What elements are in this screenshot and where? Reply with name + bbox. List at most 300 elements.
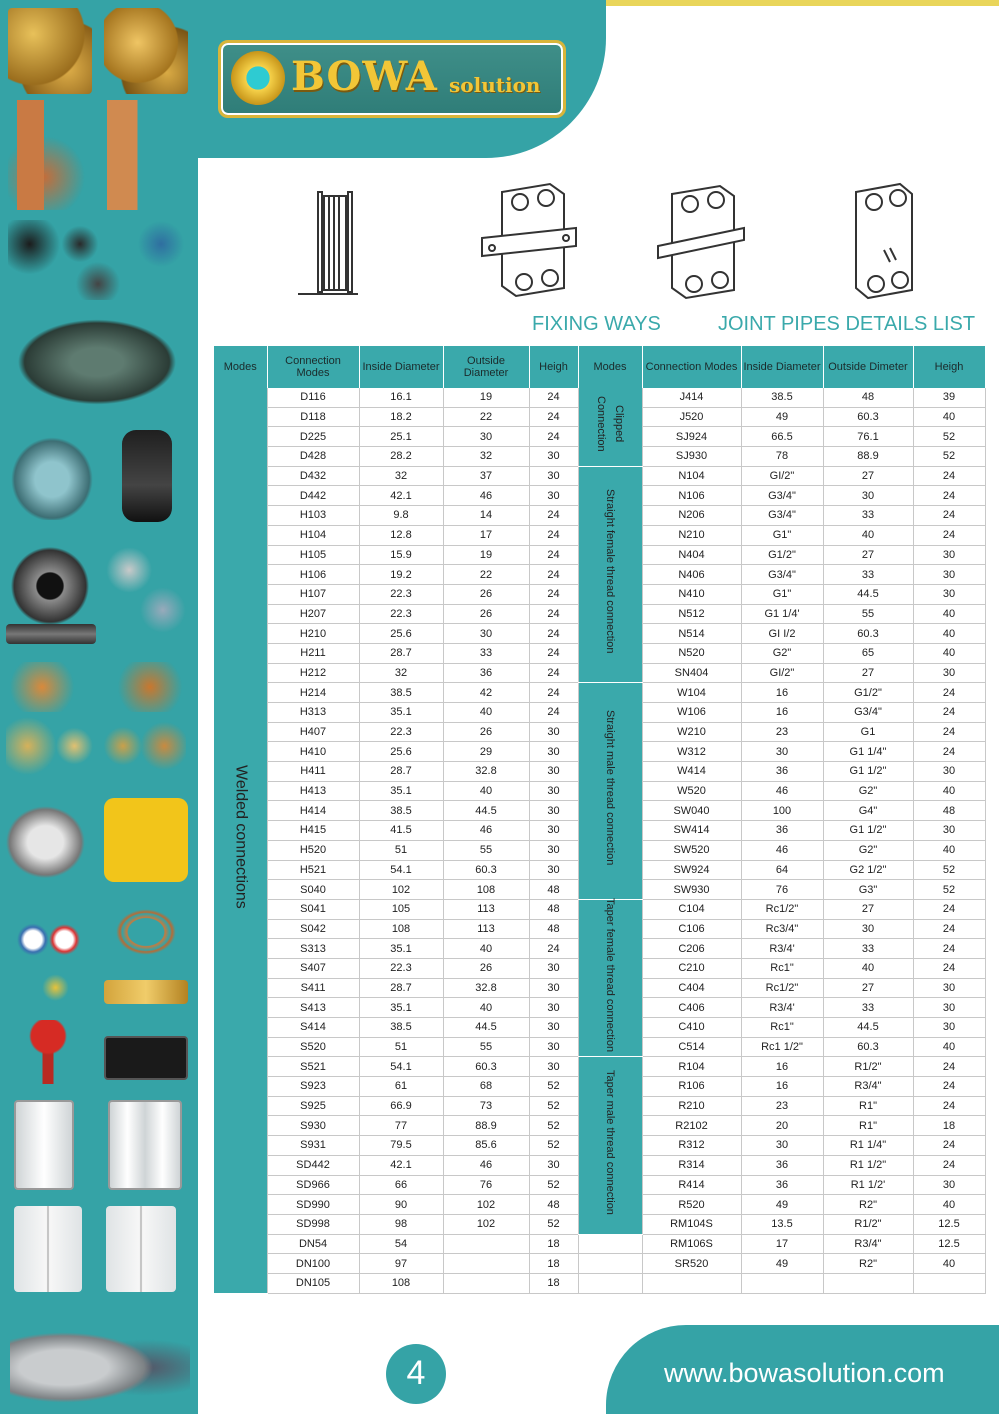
left-cell: D116 (267, 388, 359, 407)
left-cell: 52 (529, 1175, 578, 1195)
left-cell: 24 (529, 525, 578, 545)
right-cell: 40 (913, 407, 985, 427)
right-cell: G3/4" (741, 506, 823, 526)
left-cell (443, 1273, 529, 1293)
left-cell: 52 (529, 1096, 578, 1116)
right-cell: 16 (741, 1077, 823, 1097)
right-cell: 46 (741, 781, 823, 801)
right-cell: 30 (913, 998, 985, 1018)
left-cell: 108 (359, 919, 443, 939)
right-cell: 33 (823, 998, 913, 1018)
right-cell: R1 1/2' (823, 1175, 913, 1195)
left-cell: 25.6 (359, 742, 443, 762)
left-cell: SD990 (267, 1195, 359, 1215)
left-cell: 24 (529, 663, 578, 683)
left-cell: 32.8 (443, 978, 529, 998)
left-cell: 90 (359, 1195, 443, 1215)
right-cell: 27 (823, 545, 913, 565)
right-cell: SR520 (642, 1254, 741, 1274)
left-cell: 33 (443, 643, 529, 663)
right-cell: 78 (741, 447, 823, 467)
compressor-image (4, 430, 100, 520)
left-cell: 19 (443, 388, 529, 407)
left-cell: 32 (359, 663, 443, 683)
left-cell: 97 (359, 1254, 443, 1274)
right-cell: 30 (913, 584, 985, 604)
left-cell: 38.5 (359, 801, 443, 821)
right-cell: GI I/2 (741, 624, 823, 644)
motor-stator-image (4, 540, 96, 632)
table-row (214, 466, 985, 486)
right-cell: Rc1/2" (741, 899, 823, 919)
left-cell: 73 (443, 1096, 529, 1116)
right-cell: 100 (741, 801, 823, 821)
right-cell: G3/4" (741, 565, 823, 585)
left-cell: 30 (529, 801, 578, 821)
left-cell: 30 (529, 1018, 578, 1038)
table-row (214, 1254, 985, 1274)
left-cell: 30 (529, 1155, 578, 1175)
left-cell: H407 (267, 722, 359, 742)
left-cell: 24 (529, 643, 578, 663)
left-cell: 30 (443, 427, 529, 447)
right-cell: 27 (823, 899, 913, 919)
right-cell: G2" (823, 781, 913, 801)
right-cell: SW930 (642, 880, 741, 900)
right-cell: 66.5 (741, 427, 823, 447)
right-cell: 24 (913, 742, 985, 762)
right-cell: 13.5 (741, 1214, 823, 1234)
left-cell: 24 (529, 624, 578, 644)
left-cell: 24 (529, 604, 578, 624)
table-body (214, 388, 985, 1293)
left-cell: S413 (267, 998, 359, 1018)
left-cell: H521 (267, 860, 359, 880)
right-cell: R1 1/2" (823, 1155, 913, 1175)
right-cell: RM104S (642, 1214, 741, 1234)
right-cell: G4" (823, 801, 913, 821)
right-cell: R3/4" (823, 1077, 913, 1097)
left-cell: H106 (267, 565, 359, 585)
left-cell: S521 (267, 1057, 359, 1077)
right-cell: 16 (741, 1057, 823, 1077)
left-cell: 28.7 (359, 643, 443, 663)
left-cell: 79.5 (359, 1136, 443, 1156)
left-cell: 17 (443, 525, 529, 545)
display-fridge-image (14, 1100, 74, 1190)
left-cell: 35.1 (359, 998, 443, 1018)
empty-cell (578, 1234, 642, 1254)
left-cell: 105 (359, 899, 443, 919)
right-cell: 30 (913, 663, 985, 683)
left-cell: 98 (359, 1214, 443, 1234)
left-cell: H410 (267, 742, 359, 762)
right-cell: C406 (642, 998, 741, 1018)
left-cell: SD442 (267, 1155, 359, 1175)
left-cell: 113 (443, 919, 529, 939)
right-cell: 24 (913, 466, 985, 486)
left-cell: 60.3 (443, 1057, 529, 1077)
right-cell: C514 (642, 1037, 741, 1057)
right-cell (913, 1273, 985, 1293)
ice-machine-image (10, 1318, 190, 1408)
right-cell: C404 (642, 978, 741, 998)
right-cell: 30 (823, 919, 913, 939)
left-cell: S411 (267, 978, 359, 998)
left-cell: 66.9 (359, 1096, 443, 1116)
right-cell: G2 1/2" (823, 860, 913, 880)
left-cell: H313 (267, 703, 359, 723)
right-cell: 76 (741, 880, 823, 900)
right-cell: G1 1/2" (823, 821, 913, 841)
right-cell: C104 (642, 899, 741, 919)
right-cell: N104 (642, 466, 741, 486)
left-cell: 28.2 (359, 447, 443, 467)
right-mode-label: Taper female thread connection (604, 898, 616, 1053)
right-cell: R3/4' (741, 939, 823, 959)
right-cell: 17 (741, 1234, 823, 1254)
right-cell: 12.5 (913, 1234, 985, 1254)
left-cell: 30 (529, 821, 578, 841)
right-cell: 24 (913, 683, 985, 703)
left-cell: D442 (267, 486, 359, 506)
right-cell: 55 (823, 604, 913, 624)
left-cell: 102 (359, 880, 443, 900)
left-cell: 32.8 (443, 762, 529, 782)
right-cell: 65 (823, 643, 913, 663)
left-cell: 52 (529, 1077, 578, 1097)
left-cell: 12.8 (359, 525, 443, 545)
left-cell: 14 (443, 506, 529, 526)
right-cell: W104 (642, 683, 741, 703)
welded-connections-label: Welded connections (232, 765, 250, 910)
right-cell: SN404 (642, 663, 741, 683)
right-cell: 49 (741, 1254, 823, 1274)
left-cell: S042 (267, 919, 359, 939)
right-cell: SW414 (642, 821, 741, 841)
right-cell: 39 (913, 388, 985, 407)
right-mode-cell (578, 388, 642, 466)
left-cell: 54.1 (359, 860, 443, 880)
right-cell: 24 (913, 958, 985, 978)
right-cell: 30 (913, 821, 985, 841)
right-cell: SW924 (642, 860, 741, 880)
left-cell: 30 (529, 447, 578, 467)
right-cell: 24 (913, 525, 985, 545)
right-cell: N512 (642, 604, 741, 624)
right-mode-cell (578, 1057, 642, 1234)
left-cell: 30 (529, 742, 578, 762)
left-cell: 46 (443, 1155, 529, 1175)
left-cell: 66 (359, 1175, 443, 1195)
right-cell: 30 (913, 1175, 985, 1195)
right-cell: 30 (913, 1018, 985, 1038)
left-cell: 68 (443, 1077, 529, 1097)
right-cell: W414 (642, 762, 741, 782)
sensors-cables-image (8, 220, 188, 300)
left-cell: 37 (443, 466, 529, 486)
left-cell: 22.3 (359, 604, 443, 624)
left-cell: S407 (267, 958, 359, 978)
logo-emblem-icon (231, 51, 285, 105)
left-cell: 44.5 (443, 1018, 529, 1038)
plate-exchanger-side-drawing (296, 186, 360, 298)
left-cell: H210 (267, 624, 359, 644)
right-cell: G2" (741, 643, 823, 663)
right-cell: R312 (642, 1136, 741, 1156)
left-cell: 22 (443, 565, 529, 585)
right-cell: N514 (642, 624, 741, 644)
right-cell: 27 (823, 466, 913, 486)
right-cell: 27 (823, 978, 913, 998)
right-cell: G1" (741, 584, 823, 604)
right-cell: 38.5 (741, 388, 823, 407)
left-cell: H414 (267, 801, 359, 821)
left-cell: 19.2 (359, 565, 443, 585)
left-cell: 54.1 (359, 1057, 443, 1077)
left-cell: 40 (443, 939, 529, 959)
right-cell: W106 (642, 703, 741, 723)
table-row (214, 683, 985, 703)
right-cell: 23 (741, 1096, 823, 1116)
right-cell: 30 (913, 565, 985, 585)
left-cell: SD998 (267, 1214, 359, 1234)
left-cell: 48 (529, 1195, 578, 1215)
left-cell: 15.9 (359, 545, 443, 565)
left-cell: 113 (443, 899, 529, 919)
left-cell: 60.3 (443, 860, 529, 880)
right-cell: 24 (913, 486, 985, 506)
left-cell: 30 (529, 840, 578, 860)
right-mode-cell (578, 466, 642, 683)
left-cell: H411 (267, 762, 359, 782)
right-cell: 49 (741, 1195, 823, 1215)
right-cell: SW520 (642, 840, 741, 860)
left-cell: 18 (529, 1234, 578, 1254)
right-cell: 24 (913, 1057, 985, 1077)
left-cell: 46 (443, 486, 529, 506)
right-cell: R3/4" (823, 1234, 913, 1254)
clamp-bracket-drawing (480, 180, 580, 300)
right-cell: 24 (913, 919, 985, 939)
right-cell: 52 (913, 880, 985, 900)
table-row (214, 1273, 985, 1293)
col-header-connection-modes: Connection Modes (267, 346, 359, 388)
right-cell: G1 1/4' (741, 604, 823, 624)
left-cell: H212 (267, 663, 359, 683)
right-cell: 40 (913, 781, 985, 801)
right-cell: 30 (823, 486, 913, 506)
left-cell: 26 (443, 604, 529, 624)
left-cell: 108 (359, 1273, 443, 1293)
left-cell: H211 (267, 643, 359, 663)
right-cell: C210 (642, 958, 741, 978)
right-cell: W520 (642, 781, 741, 801)
right-cell: 52 (913, 860, 985, 880)
left-cell: H104 (267, 525, 359, 545)
left-cell: 38.5 (359, 683, 443, 703)
left-cell: D225 (267, 427, 359, 447)
left-cell: 38.5 (359, 1018, 443, 1038)
right-cell: R104 (642, 1057, 741, 1077)
right-cell: C206 (642, 939, 741, 959)
right-cell: G3" (823, 880, 913, 900)
right-cell: G1/2" (823, 683, 913, 703)
right-cell: 33 (823, 565, 913, 585)
left-cell: 26 (443, 722, 529, 742)
col-header-inside-diameter-right: Inside Diameter (741, 346, 823, 388)
left-cell: 77 (359, 1116, 443, 1136)
right-cell: 40 (913, 1195, 985, 1215)
right-cell: N406 (642, 565, 741, 585)
right-cell: J414 (642, 388, 741, 407)
left-cell: 25.6 (359, 624, 443, 644)
right-cell (823, 1273, 913, 1293)
right-cell: R210 (642, 1096, 741, 1116)
right-cell: 24 (913, 1077, 985, 1097)
recovery-unit-image (104, 798, 188, 882)
left-cell: 24 (529, 407, 578, 427)
brass-connectors-image (104, 980, 188, 1004)
right-cell: C106 (642, 919, 741, 939)
left-cell: 26 (443, 584, 529, 604)
col-header-heigh-right: Heigh (913, 346, 985, 388)
left-cell: H107 (267, 584, 359, 604)
right-mode-cell (578, 683, 642, 900)
right-mode-label: Taper male thread connection (604, 1070, 616, 1215)
col-header-modes: Modes (214, 346, 267, 388)
right-cell: 44.5 (823, 1018, 913, 1038)
copper-fittings-image (8, 100, 188, 210)
right-cell: 60.3 (823, 407, 913, 427)
right-cell: 20 (741, 1116, 823, 1136)
left-cell: 88.9 (443, 1116, 529, 1136)
brand-suffix: solution (449, 73, 541, 97)
left-cell: S930 (267, 1116, 359, 1136)
fixing-ways-caption: FIXING WAYS (532, 313, 661, 335)
table-row (214, 1057, 985, 1077)
product-sidebar (0, 0, 198, 1414)
left-cell: 52 (529, 1116, 578, 1136)
left-cell: 28.7 (359, 762, 443, 782)
left-cell: 24 (529, 545, 578, 565)
left-cell: S040 (267, 880, 359, 900)
valve-parts-image (104, 540, 188, 640)
left-cell: 30 (529, 722, 578, 742)
table-row (214, 899, 985, 919)
left-cell: 42.1 (359, 486, 443, 506)
left-cell: 22.3 (359, 584, 443, 604)
right-cell: 24 (913, 899, 985, 919)
left-cell: 25.1 (359, 427, 443, 447)
left-cell: 46 (443, 821, 529, 841)
left-cell: H214 (267, 683, 359, 703)
left-cell: 32 (359, 466, 443, 486)
website-url[interactable]: www.bowasolution.com (664, 1358, 945, 1388)
right-cell: N404 (642, 545, 741, 565)
left-cell: 108 (443, 880, 529, 900)
left-cell: 35.1 (359, 781, 443, 801)
right-cell: 24 (913, 1096, 985, 1116)
left-cell: 28.7 (359, 978, 443, 998)
left-cell: 30 (529, 958, 578, 978)
right-cell: N206 (642, 506, 741, 526)
right-cell: G1 (823, 722, 913, 742)
left-cell: 24 (529, 683, 578, 703)
compressor-cutaway-image (4, 312, 190, 412)
left-cell: 42 (443, 683, 529, 703)
left-cell: H207 (267, 604, 359, 624)
left-cell: D428 (267, 447, 359, 467)
left-cell: 24 (529, 427, 578, 447)
left-cell: H520 (267, 840, 359, 860)
left-cell: 76 (443, 1175, 529, 1195)
right-cell: R1 1/4" (823, 1136, 913, 1156)
right-cell: W210 (642, 722, 741, 742)
right-cell: 40 (913, 1254, 985, 1274)
left-cell: 22.3 (359, 722, 443, 742)
left-cell: 40 (443, 998, 529, 1018)
kitchen-fridge-4door-image (106, 1206, 176, 1292)
left-cell: DN54 (267, 1234, 359, 1254)
col-header-inside-diameter: Inside Diameter (359, 346, 443, 388)
strap-bracket-drawing (652, 180, 752, 304)
right-cell: SJ924 (642, 427, 741, 447)
right-cell: G3/4" (741, 486, 823, 506)
right-cell: 30 (741, 1136, 823, 1156)
left-cell: H413 (267, 781, 359, 801)
manifold-gauge-image (6, 906, 96, 1002)
left-cell: S041 (267, 899, 359, 919)
right-cell: 24 (913, 703, 985, 723)
left-cell: 102 (443, 1195, 529, 1215)
right-cell: 24 (913, 506, 985, 526)
right-cell: R2" (823, 1195, 913, 1215)
table-header-row (214, 346, 985, 388)
left-cell: 36 (443, 663, 529, 683)
left-cell: S414 (267, 1018, 359, 1038)
right-mode-label: Straight female thread connection (604, 489, 616, 654)
joint-pipes-table (214, 346, 985, 1290)
right-cell: N106 (642, 486, 741, 506)
right-cell: 36 (741, 1175, 823, 1195)
right-cell: 33 (823, 939, 913, 959)
left-cell: 22 (443, 407, 529, 427)
double-display-fridge-image (108, 1100, 182, 1190)
right-cell: Rc1 1/2" (741, 1037, 823, 1057)
right-cell (642, 1273, 741, 1293)
left-cell: 48 (529, 899, 578, 919)
left-cell: 24 (529, 703, 578, 723)
col-header-outside-dimeter-right: Outside Dimeter (823, 346, 913, 388)
left-cell: 40 (443, 703, 529, 723)
left-cell: 30 (529, 486, 578, 506)
brass-fittings-image (8, 8, 92, 94)
left-cell: S313 (267, 939, 359, 959)
left-cell: 48 (529, 880, 578, 900)
empty-cell (578, 1254, 642, 1274)
right-cell: R414 (642, 1175, 741, 1195)
right-cell (741, 1273, 823, 1293)
left-cell: S931 (267, 1136, 359, 1156)
right-cell: 60.3 (823, 624, 913, 644)
right-cell: C410 (642, 1018, 741, 1038)
right-cell: 40 (913, 604, 985, 624)
right-cell: Rc1" (741, 1018, 823, 1038)
right-cell: G2" (823, 840, 913, 860)
left-cell: D118 (267, 407, 359, 427)
left-cell: 52 (529, 1136, 578, 1156)
